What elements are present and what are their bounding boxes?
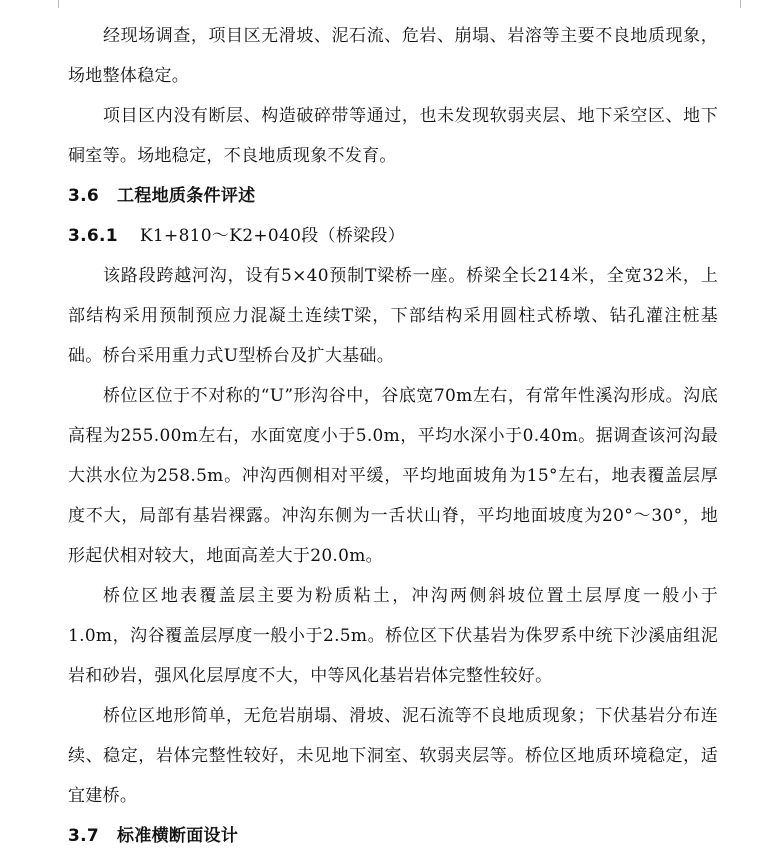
page-corner-mark-left (58, 0, 69, 8)
section-heading-3-7 (68, 816, 718, 856)
section-title: 标准横断面设计 (117, 826, 239, 846)
section-number: 3.6.1 (68, 226, 118, 246)
section-number: 3.7 (68, 826, 100, 846)
section-number: 3.6 (68, 186, 100, 206)
document-page (68, 16, 718, 856)
section-heading-3-6 (68, 176, 718, 216)
paragraph-geology-survey: 经现场调查，项目区无滑坡、泥石流、危岩、崩塌、岩溶等主要不良地质现象，场地整体稳定。 (68, 26, 718, 86)
section-title: 工程地质条件评述 (117, 186, 256, 206)
section-title: K1+810～K2+040段（桥梁段） (139, 226, 406, 246)
page-corner-mark-right (740, 0, 751, 8)
paragraph-bridge-overview: 该路段跨越河沟，设有5×40预制T梁桥一座。桥梁全长214米，全宽32米，上部结构采用预制预应力混凝土连续T梁，下部结构采用圆柱式桥墩、钻孔灌注桩基础。桥台采用重力式U型桥台及扩大基础。 (68, 266, 718, 366)
section-heading-3-6-1 (68, 216, 718, 256)
paragraph-bridge-overburden: 桥位区地表覆盖层主要为粉质粘土，冲沟两侧斜坡位置土层厚度一般小于1.0m，沟谷覆盖层厚度一般小于2.5m。桥位区下伏基岩为侏罗系中统下沙溪庙组泥岩和砂岩，强风化层厚度不大，中等风化基岩岩体完整性较好。 (68, 586, 718, 686)
paragraph-bridge-valley: 桥位区位于不对称的“U”形沟谷中，谷底宽70m左右，有常年性溪沟形成。沟底高程为255.00m左右，水面宽度小于5.0m，平均水深小于0.40m。据调查该河沟最大洪水位为258.5m。冲沟西侧相对平缓，平均地面坡角为15°左右，地表覆盖层厚度不大，局部有基岩裸露。冲沟东侧为一舌状山脊，平均地面坡度为20°～30°，地形起伏相对较大，地面高差大于20.0m。 (68, 386, 718, 566)
paragraph-no-faults: 项目区内没有断层、构造破碎带等通过，也未发现软弱夹层、地下采空区、地下硐室等。场地稳定，不良地质现象不发育。 (68, 106, 718, 166)
paragraph-bridge-conclusion: 桥位区地形简单，无危岩崩塌、滑坡、泥石流等不良地质现象；下伏基岩分布连续、稳定，岩体完整性较好，未见地下洞室、软弱夹层等。桥位区地质环境稳定，适宜建桥。 (68, 706, 718, 806)
